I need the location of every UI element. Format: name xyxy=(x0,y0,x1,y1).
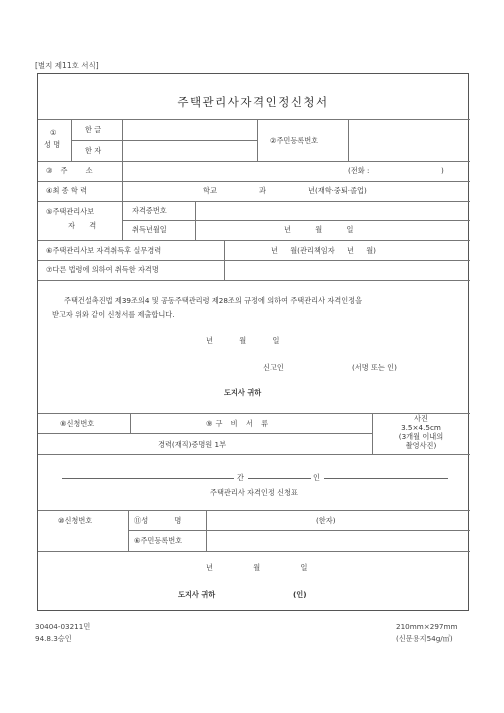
name-hanja-label: 한 자 xyxy=(85,146,102,155)
rule-after-other xyxy=(38,280,470,281)
rule-receipt-bottom xyxy=(38,551,470,552)
name-label: 성 명 xyxy=(44,140,61,149)
vrule-name-label xyxy=(71,119,72,161)
receipt-title: 주택관리사 자격인정 신청표 xyxy=(210,488,298,497)
form-title: 주택관리사자격인정신청서 xyxy=(177,95,329,109)
declaration-applicant: 신고인 xyxy=(263,363,284,372)
cert-date-fields: 년 월 일 xyxy=(284,225,354,234)
experience-label: ⑥주택관리사보 자격취득후 실무경력 xyxy=(46,246,162,255)
declaration-line-1: 주택건설촉진법 제39조의4 및 공동주택관리령 제28조의 규정에 의하여 주택관리사 자격인정을 xyxy=(64,296,363,305)
photo-label: 사진 xyxy=(414,414,428,423)
required-document-item: 경력(재직)증명원 1부 xyxy=(158,440,227,449)
application-number-label: ⑧신청번호 xyxy=(60,419,95,428)
receipt-addressee: 도지사 귀하 xyxy=(178,590,216,599)
vrule-name-sub xyxy=(122,119,123,161)
address-label: ③주 소 xyxy=(46,166,101,175)
cut-label-left: 간 xyxy=(237,473,244,482)
form-number-tag: [별지 제11호 서식] xyxy=(35,61,99,70)
vrule-docs-no xyxy=(130,413,131,433)
rule-receipt-split xyxy=(128,530,470,531)
rule-cert-split xyxy=(122,220,470,221)
education-status: 년(재학·중퇴·졸업) xyxy=(308,186,367,195)
assistant-cert-label-1: ⑤주택관리사보 xyxy=(46,207,95,216)
footer-form-code: 30404-03211민 xyxy=(35,622,91,631)
cut-line-left xyxy=(62,478,234,479)
phone-label: (전화 : xyxy=(348,166,370,175)
rule-name-split xyxy=(71,140,257,141)
rule-after-cert xyxy=(38,240,470,241)
receipt-hanja: (한자) xyxy=(316,516,336,525)
rule-after-docs xyxy=(38,454,470,455)
receipt-name-label: ⑪성 명 xyxy=(134,516,182,525)
declaration-line-2: 받고자 위와 같이 신청서를 제출합니다. xyxy=(52,310,175,319)
rule-after-experience xyxy=(38,260,470,261)
cut-label-right: 인 xyxy=(313,473,320,482)
footer-paper-size: 210mm×297mm xyxy=(396,622,458,631)
photo-size: 3.5×4.5cm xyxy=(401,423,441,432)
vrule-cert-col xyxy=(195,201,196,240)
assistant-cert-label-2: 자 격 xyxy=(68,221,103,230)
other-law-qualification-label: ⑦다른 법령에 의하여 취득한 자격명 xyxy=(46,265,159,274)
education-school: 학교 xyxy=(203,186,217,195)
rule-receipt-top xyxy=(38,510,470,511)
name-circle-num: ① xyxy=(50,128,57,137)
cut-line-right xyxy=(324,478,448,479)
vrule-receipt-no xyxy=(128,510,129,551)
declaration-date: 년 월 일 xyxy=(206,336,280,345)
education-label: ④최 종 학 력 xyxy=(46,186,88,195)
receipt-seal: (인) xyxy=(293,590,307,599)
rule-after-education xyxy=(38,201,470,202)
application-form xyxy=(37,73,469,611)
receipt-date: 년 월 일 xyxy=(206,563,308,572)
footer-approval: 94.8.3승인 xyxy=(35,634,72,643)
rule-top xyxy=(38,119,470,120)
rule-after-address xyxy=(38,181,470,182)
required-documents-label: ⑨구 비 서 류 xyxy=(206,419,272,428)
receipt-resident-number: ⑥주민등록번호 xyxy=(134,536,183,545)
photo-note-2: 촬영사진) xyxy=(405,441,437,450)
footer-paper-type: (신문용지54g/㎡) xyxy=(396,634,453,643)
vrule-receipt-name xyxy=(206,510,207,551)
declaration-addressee: 도지사 귀하 xyxy=(224,388,262,397)
receipt-application-number: ⑩신청번호 xyxy=(58,516,93,525)
declaration-sign: (서명 또는 인) xyxy=(352,363,397,372)
cert-acquired-date-label: 취득년월일 xyxy=(132,225,167,234)
education-dept: 과 xyxy=(259,186,266,195)
experience-value: 년 월(관리책임자 년 월) xyxy=(271,246,376,255)
phone-close: ) xyxy=(441,166,444,175)
rule-after-name xyxy=(38,161,470,162)
vrule-resident xyxy=(348,119,349,161)
vrule-left-col xyxy=(122,161,123,240)
cut-line-middle xyxy=(248,478,311,479)
vrule-experience xyxy=(224,240,225,280)
rule-docs-split xyxy=(38,433,372,434)
name-korean-label: 한 글 xyxy=(85,125,102,134)
photo-note-1: (3개월 이내의 xyxy=(398,432,444,441)
vrule-name-end xyxy=(257,119,258,161)
cert-number-label: 자격증번호 xyxy=(132,206,167,215)
resident-number-label: ②주민등록번호 xyxy=(270,136,319,145)
